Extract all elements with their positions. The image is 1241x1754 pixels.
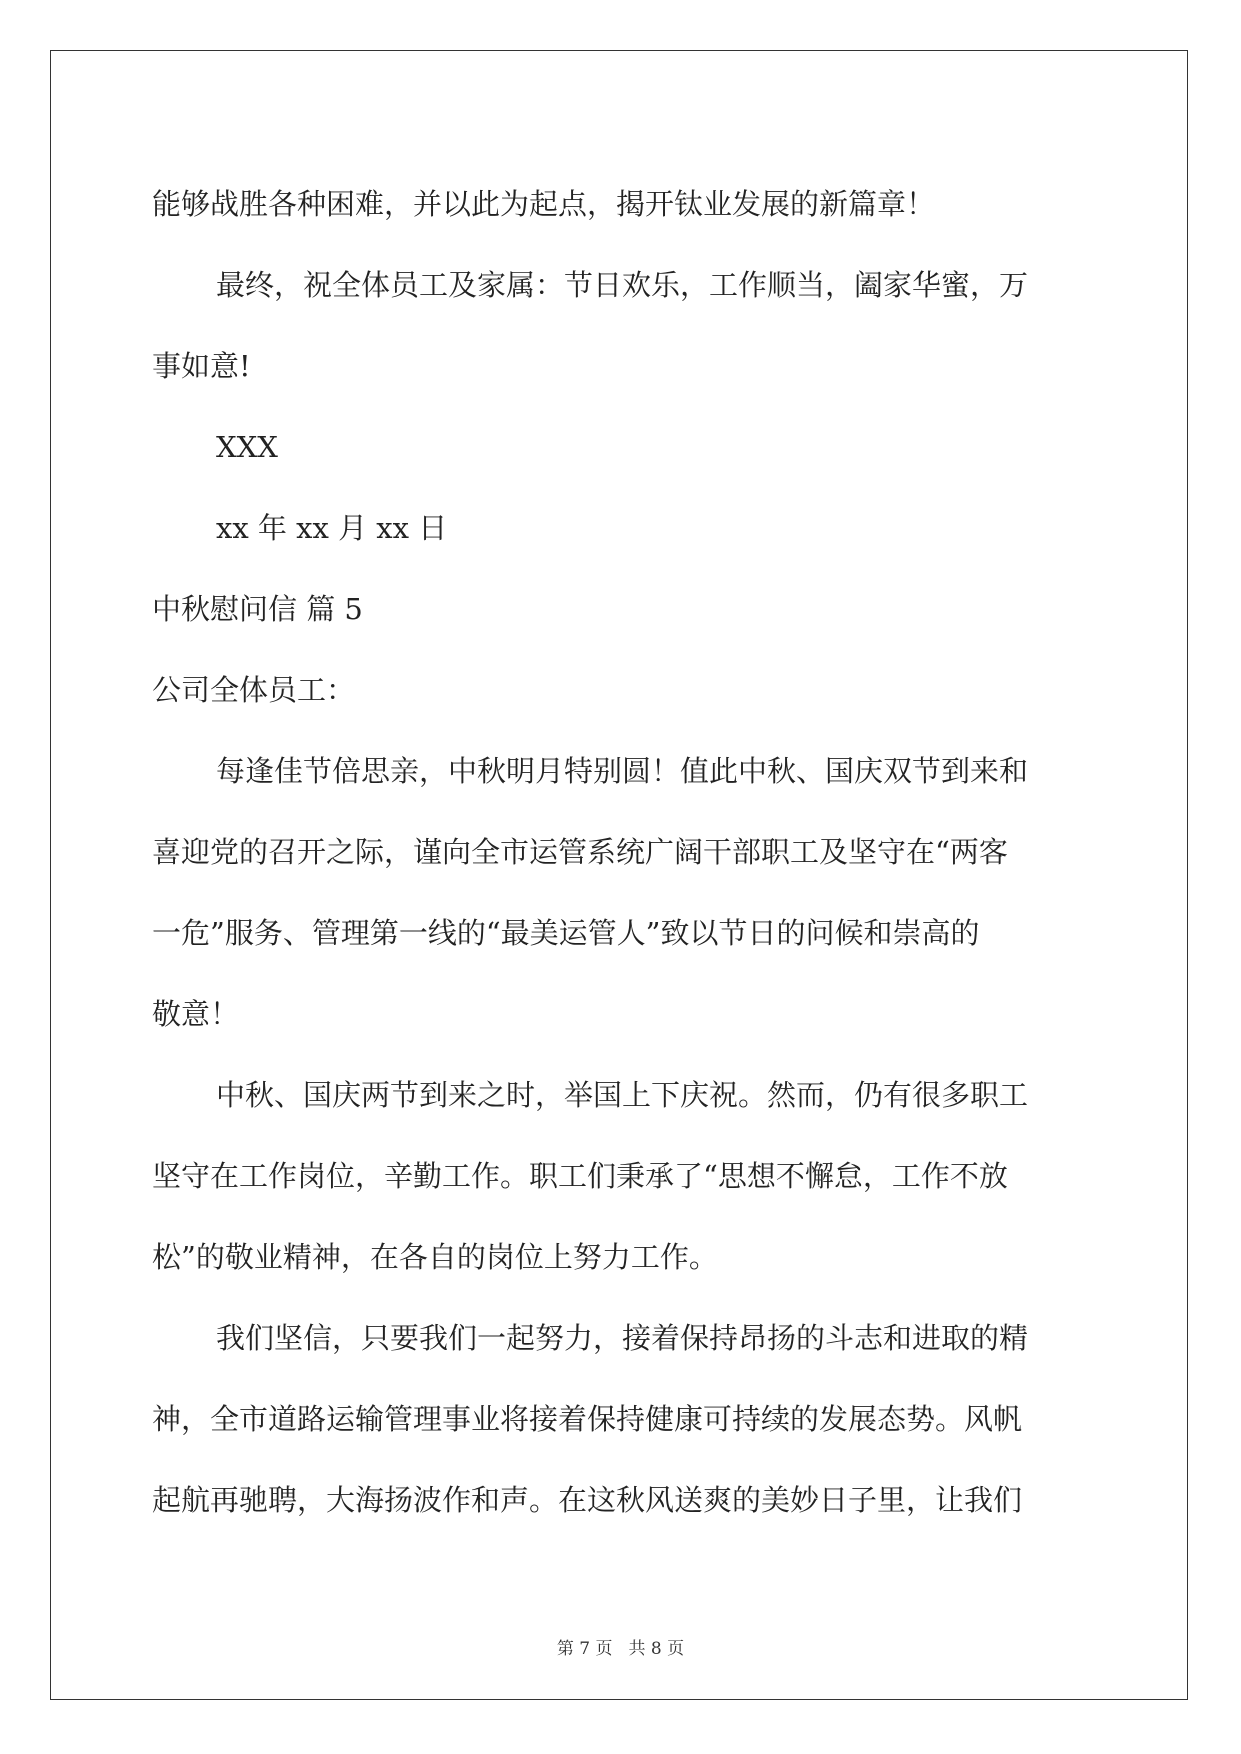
- text-line-12: 中秋、国庆两节到来之时，举国上下庆祝。然而，仍有很多职工: [216, 1078, 1029, 1112]
- signature-date: xx 年 xx 月 xx 日: [216, 511, 448, 545]
- text-line-9: 喜迎党的召开之际，谨向全市运管系统广阔干部职工及坚守在“两客: [152, 835, 1008, 869]
- text-line-1: 能够战胜各种困难，并以此为起点，揭开钛业发展的新篇章！: [152, 187, 936, 221]
- text-line-11: 敬意！: [152, 997, 240, 1031]
- text-line-13: 坚守在工作岗位，辛勤工作。职工们秉承了“思想不懈怠，工作不放: [152, 1159, 1008, 1193]
- total-pages-label: 共 8 页: [628, 1639, 685, 1659]
- signature-name: XXX: [216, 430, 278, 464]
- text-line-15: 我们坚信，只要我们一起努力，接着保持昂扬的斗志和进取的精: [216, 1321, 1029, 1355]
- text-line-3: 事如意!: [152, 349, 251, 383]
- text-line-14: 松”的敬业精神，在各自的岗位上努力工作。: [152, 1240, 718, 1274]
- salutation: 公司全体员工：: [152, 673, 356, 707]
- section-title: 中秋慰问信 篇 5: [152, 592, 363, 626]
- current-page-label: 第 7 页: [556, 1639, 613, 1659]
- page-footer: [0, 1634, 1241, 1659]
- text-line-17: 起航再驰聘，大海扬波作和声。在这秋风送爽的美妙日子里，让我们: [152, 1483, 1023, 1517]
- document-body: [152, 164, 1092, 1541]
- text-line-2: 最终，祝全体员工及家属：节日欢乐，工作顺当，阖家华蜜，万: [216, 268, 1029, 302]
- text-line-16: 神，全市道路运输管理事业将接着保持健康可持续的发展态势。风帆: [152, 1402, 1023, 1436]
- text-line-8: 每逢佳节倍思亲，中秋明月特别圆！值此中秋、国庆双节到来和: [216, 754, 1029, 788]
- text-line-10: 一危”服务、管理第一线的“最美运管人”致以节日的问候和崇高的: [152, 916, 980, 950]
